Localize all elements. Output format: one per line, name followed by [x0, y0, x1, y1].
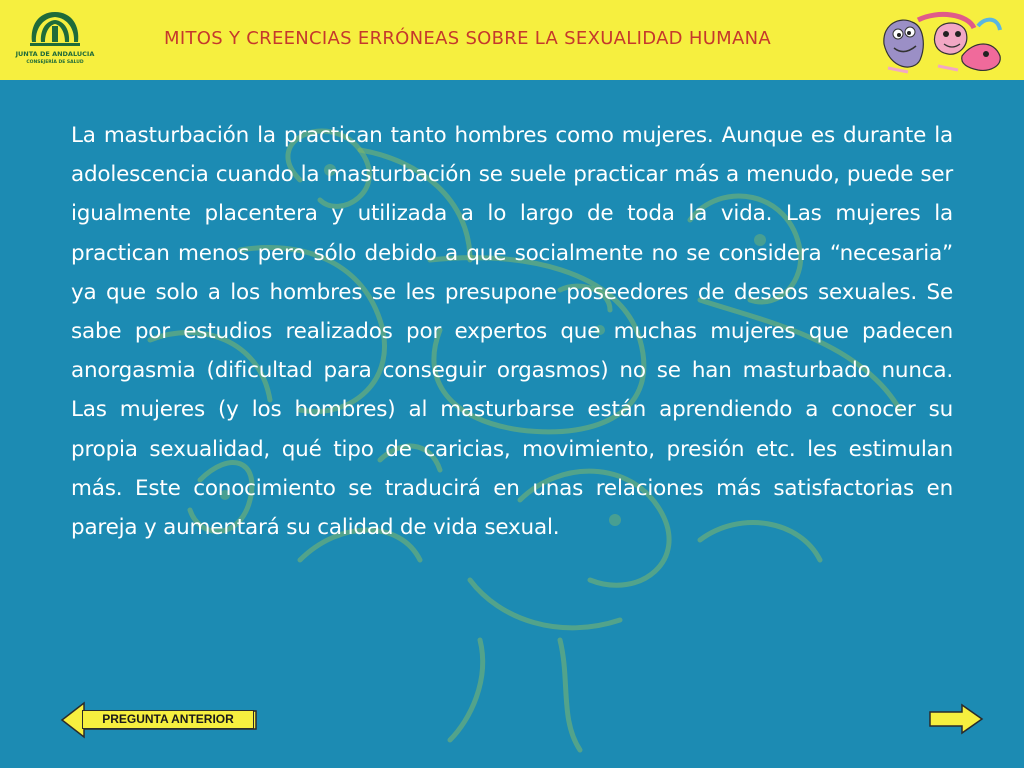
page-title: MITOS Y CREENCIAS ERRÓNEAS SOBRE LA SEXUALIDAD HUMANA	[164, 28, 771, 49]
logo-line-2: CONSEJERÍA DE SALUD	[26, 60, 84, 65]
header-bar	[0, 0, 1024, 80]
junta-andalucia-logo	[12, 6, 98, 72]
previous-question-button[interactable]	[60, 701, 260, 739]
next-button[interactable]	[928, 703, 984, 735]
arrow-right-icon	[928, 703, 984, 735]
mascot-characters-icon	[878, 10, 1006, 74]
previous-question-label: PREGUNTA ANTERIOR	[82, 710, 254, 729]
body-paragraph: La masturbación la practican tanto hombres como mujeres. Aunque es durante la adolescencia cuando la masturbación se suele practicar más a menudo, puede ser igualmente placentera y utilizada a lo largo de toda la vida. Las mujeres la practican menos pero sólo debido a que socialmente no se considera “necesaria” ya que solo a los hombres se les presupone poseedores de deseos sexuales. Se sabe por estudios realizados por expertos que muchas mujeres que padecen anorgasmia (dificultad para conseguir orgasmos) no se han masturbado nunca. Las mujeres (y los hombres) al masturbarse están aprendiendo a conocer su propia sexualidad, qué tipo de caricias, movimiento, presión etc. les estimulan más. Este conocimiento se traducirá en unas relaciones más satisfactorias en pareja y aumentará su calidad de vida sexual.	[71, 123, 953, 541]
logo-emblem-icon	[12, 6, 98, 50]
logo-line-1: JUNTA DE ANDALUCIA	[15, 50, 95, 58]
